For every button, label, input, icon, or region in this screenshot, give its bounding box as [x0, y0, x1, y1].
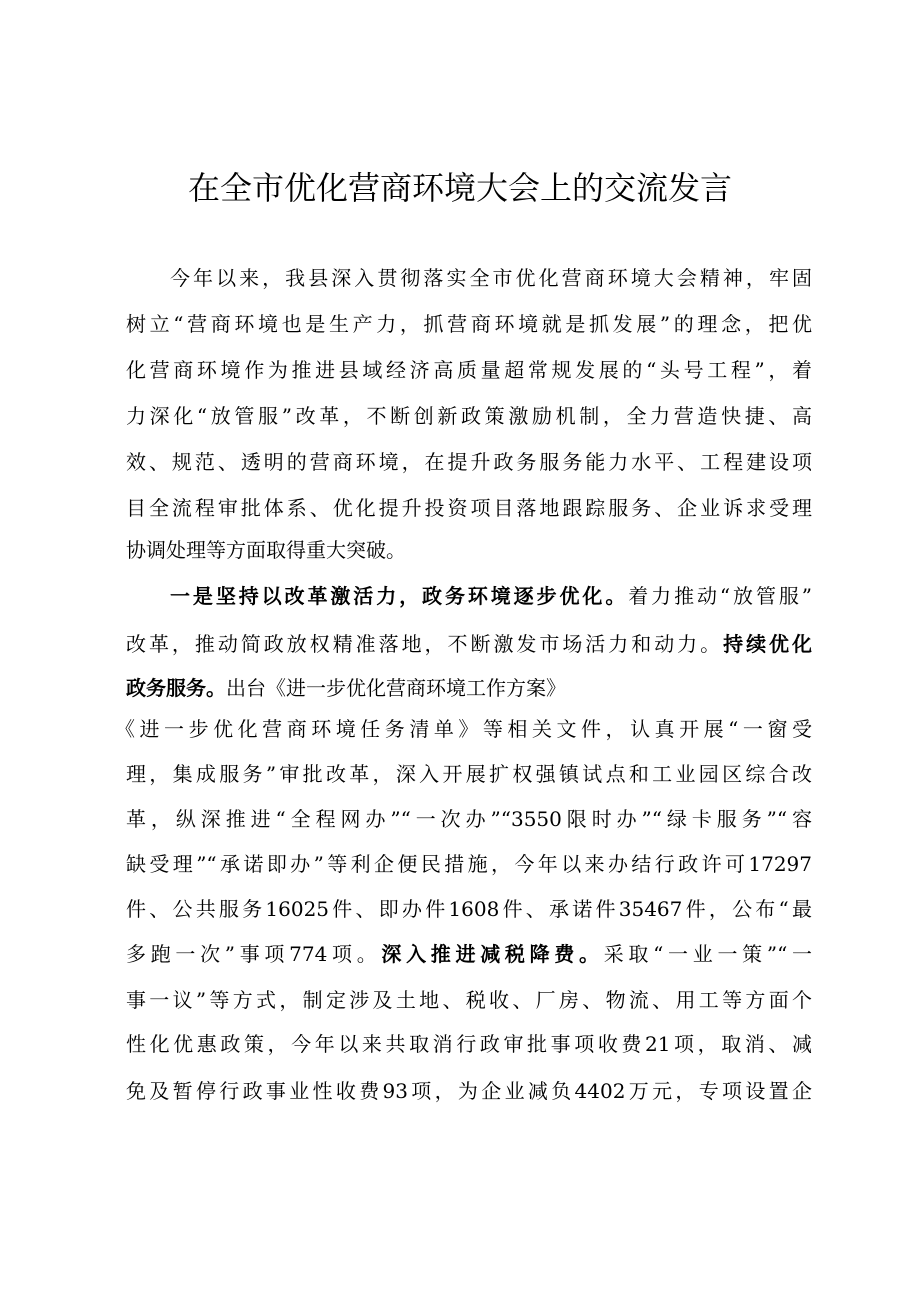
- paragraph-2-line-9-text-b: 采取“一业一策”“一: [603, 942, 812, 966]
- document-title: 在全市优化营商环境大会上的交流发言: [187, 169, 732, 207]
- paragraph-2-line-9-text-a: 多跑一次”事项774项。: [126, 942, 382, 966]
- paragraph-2-line-5: 理，集成服务”审批改革，深入开展扩权强镇试点和工业园区综合改: [126, 762, 812, 786]
- paragraph-1-line-2: 树立“营商环境也是生产力，抓营商环境就是抓发展”的理念，把优: [126, 312, 812, 336]
- paragraph-2-line-2: [126, 630, 812, 658]
- paragraph-1-line-3: 化营商环境作为推进县域经济高质量超常规发展的“头号工程”，着: [126, 358, 812, 382]
- paragraph-2-line-2-text: 改革，推动简政放权精准落地，不断激发市场活力和动力。: [126, 632, 724, 656]
- paragraph-2-line-11: 性化优惠政策，今年以来共取消行政审批事项收费21项，取消、减: [126, 1032, 812, 1056]
- subheading-2: 深入推进减税降费。: [381, 942, 604, 966]
- paragraph-2-line-12: 免及暂停行政事业性收费93项，为企业减负4402万元，专项设置企: [126, 1079, 812, 1103]
- paragraph-2-line-4: 《进一步优化营商环境任务清单》等相关文件，认真开展“一窗受: [115, 717, 812, 741]
- paragraph-2-line-10: 事一议”等方式，制定涉及土地、税收、厂房、物流、用工等方面个: [126, 988, 812, 1012]
- paragraph-2-line-9: [126, 940, 812, 968]
- section-heading-1: 一是坚持以改革激活力，政务环境逐步优化。: [170, 584, 629, 608]
- paragraph-2-line-1: [170, 582, 812, 610]
- subheading-1-part-a: 持续优化: [723, 632, 812, 656]
- paragraph-2-line-7: 缺受理”“承诺即办”等利企便民措施，今年以来办结行政许可17297: [126, 852, 812, 876]
- paragraph-2-line-8: 件、公共服务16025件、即办件1608件、承诺件35467件，公布“最: [126, 897, 812, 921]
- paragraph-2-line-3: [126, 674, 812, 702]
- paragraph-1-line-1: 今年以来，我县深入贯彻落实全市优化营商环境大会精神，牢固: [170, 266, 812, 290]
- paragraph-1-line-6: 目全流程审批体系、优化提升投资项目落地跟踪服务、企业诉求受理: [126, 496, 812, 520]
- paragraph-2-line-6: 革，纵深推进“全程网办”“一次办”“3550限时办”“绿卡服务”“容: [126, 807, 812, 831]
- paragraph-1-line-5: 效、规范、透明的营商环境，在提升政务服务能力水平、工程建设项: [126, 450, 812, 474]
- paragraph-2-line-3-text: 出台《进一步优化营商环境工作方案》: [226, 676, 566, 700]
- paragraph-1-line-4: 力深化“放管服”改革，不断创新政策激励机制，全力营造快捷、高: [126, 404, 812, 428]
- paragraph-1-line-7: 协调处理等方面取得重大突破。: [126, 538, 406, 562]
- paragraph-2-line-1-text: 着力推动“放管服”: [628, 584, 812, 608]
- subheading-1-part-b: 政务服务。: [126, 676, 226, 700]
